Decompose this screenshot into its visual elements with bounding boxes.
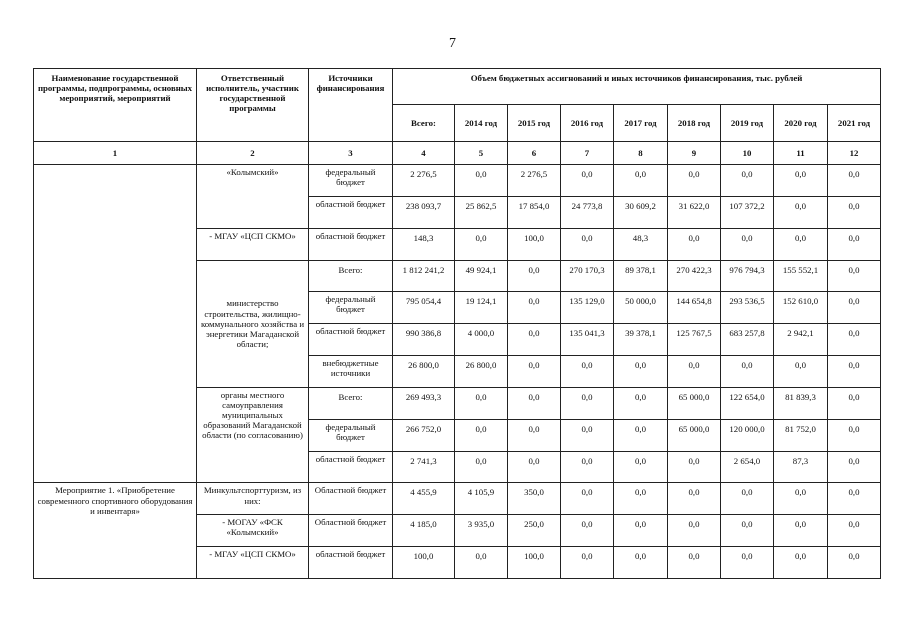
value-cell: 0,0 [508, 356, 561, 388]
executor-cell: министерство строительства, жилищно-коммунального хозяйства и энергетики Магаданской области; [197, 260, 309, 387]
funding-source-cell: областной бюджет [309, 451, 393, 483]
column-number: 11 [774, 142, 828, 165]
executor-cell: - МОГАУ «ФСК «Колымский» [197, 515, 309, 547]
value-cell: 25 862,5 [455, 196, 508, 228]
column-number: 8 [614, 142, 668, 165]
event-name-cell: Мероприятие 1. «Приобретение современного спортивного оборудования и инвентаря» [34, 483, 197, 579]
column-number: 4 [393, 142, 455, 165]
header-budget-volume: Объем бюджетных ассигнований и иных источников финансирования, тыс. рублей [393, 69, 881, 105]
program-name-cell [34, 165, 197, 483]
value-cell: 100,0 [508, 228, 561, 260]
value-cell: 0,0 [774, 356, 828, 388]
value-cell: 0,0 [614, 483, 668, 515]
header-year-2014: 2014 год [455, 105, 508, 142]
value-cell: 0,0 [828, 547, 881, 579]
funding-source-cell: федеральный бюджет [309, 419, 393, 451]
header-executor: Ответственный исполнитель, участник государственной программы [197, 69, 309, 142]
value-cell: 48,3 [614, 228, 668, 260]
value-cell: 81 839,3 [774, 387, 828, 419]
funding-source-cell: областной бюджет [309, 324, 393, 356]
value-cell: 4 000,0 [455, 324, 508, 356]
funding-source-cell: федеральный бюджет [309, 292, 393, 324]
value-cell: 269 493,3 [393, 387, 455, 419]
value-cell: 683 257,8 [721, 324, 774, 356]
value-cell: 0,0 [508, 451, 561, 483]
value-cell: 0,0 [455, 228, 508, 260]
budget-table [33, 68, 881, 579]
value-cell: 0,0 [508, 419, 561, 451]
value-cell: 0,0 [614, 547, 668, 579]
value-cell: 238 093,7 [393, 196, 455, 228]
value-cell: 81 752,0 [774, 419, 828, 451]
value-cell: 0,0 [561, 387, 614, 419]
value-cell: 0,0 [455, 451, 508, 483]
value-cell: 0,0 [561, 547, 614, 579]
value-cell: 0,0 [455, 547, 508, 579]
value-cell: 0,0 [721, 547, 774, 579]
value-cell: 26 800,0 [393, 356, 455, 388]
value-cell: 0,0 [668, 451, 721, 483]
value-cell: 19 124,1 [455, 292, 508, 324]
value-cell: 0,0 [668, 165, 721, 197]
value-cell: 65 000,0 [668, 387, 721, 419]
value-cell: 144 654,8 [668, 292, 721, 324]
value-cell: 0,0 [828, 451, 881, 483]
executor-cell: «Колымский» [197, 165, 309, 229]
value-cell: 2 942,1 [774, 324, 828, 356]
page-number: 7 [449, 36, 456, 51]
value-cell: 4 105,9 [455, 483, 508, 515]
value-cell: 0,0 [455, 165, 508, 197]
value-cell: 31 622,0 [668, 196, 721, 228]
value-cell: 0,0 [721, 228, 774, 260]
column-number: 12 [828, 142, 881, 165]
funding-source-cell: Всего: [309, 260, 393, 292]
value-cell: 0,0 [668, 515, 721, 547]
value-cell: 100,0 [393, 547, 455, 579]
value-cell: 0,0 [828, 515, 881, 547]
value-cell: 0,0 [828, 228, 881, 260]
column-number: 10 [721, 142, 774, 165]
value-cell: 0,0 [668, 547, 721, 579]
value-cell: 26 800,0 [455, 356, 508, 388]
value-cell: 0,0 [614, 165, 668, 197]
value-cell: 155 552,1 [774, 260, 828, 292]
executor-cell: органы местного самоуправления муниципальных образований Магаданской области (по согласованию) [197, 387, 309, 483]
value-cell: 30 609,2 [614, 196, 668, 228]
value-cell: 17 854,0 [508, 196, 561, 228]
header-year-2019: 2019 год [721, 105, 774, 142]
column-number: 1 [34, 142, 197, 165]
column-number: 7 [561, 142, 614, 165]
header-year-2020: 2020 год [774, 105, 828, 142]
value-cell: 0,0 [561, 515, 614, 547]
value-cell: 0,0 [508, 324, 561, 356]
value-cell: 0,0 [828, 356, 881, 388]
value-cell: 0,0 [561, 165, 614, 197]
value-cell: 0,0 [774, 515, 828, 547]
column-number: 6 [508, 142, 561, 165]
value-cell: 0,0 [774, 483, 828, 515]
table-row [34, 483, 881, 515]
header-program-name: Наименование государственной программы, подпрограммы, основных мероприятий, мероприятий [34, 69, 197, 142]
value-cell: 0,0 [508, 260, 561, 292]
header-year-2021: 2021 год [828, 105, 881, 142]
funding-source-cell: внебюджетные источники [309, 356, 393, 388]
value-cell: 4 185,0 [393, 515, 455, 547]
value-cell: 0,0 [828, 165, 881, 197]
column-number: 9 [668, 142, 721, 165]
executor-cell: Минкультспорттуризм, из них: [197, 483, 309, 515]
column-number: 2 [197, 142, 309, 165]
value-cell: 3 935,0 [455, 515, 508, 547]
value-cell: 2 741,3 [393, 451, 455, 483]
value-cell: 0,0 [508, 292, 561, 324]
value-cell: 250,0 [508, 515, 561, 547]
funding-source-cell: областной бюджет [309, 228, 393, 260]
value-cell: 0,0 [508, 387, 561, 419]
value-cell: 990 386,8 [393, 324, 455, 356]
value-cell: 152 610,0 [774, 292, 828, 324]
value-cell: 0,0 [721, 165, 774, 197]
funding-source-cell: Областной бюджет [309, 483, 393, 515]
executor-cell: - МГАУ «ЦСП СКМО» [197, 547, 309, 579]
header-year-2016: 2016 год [561, 105, 614, 142]
value-cell: 0,0 [614, 515, 668, 547]
value-cell: 2 654,0 [721, 451, 774, 483]
value-cell: 0,0 [774, 228, 828, 260]
value-cell: 0,0 [774, 196, 828, 228]
value-cell: 293 536,5 [721, 292, 774, 324]
funding-source-cell: федеральный бюджет [309, 165, 393, 197]
value-cell: 0,0 [828, 196, 881, 228]
value-cell: 350,0 [508, 483, 561, 515]
value-cell: 0,0 [561, 419, 614, 451]
value-cell: 0,0 [614, 451, 668, 483]
value-cell: 135 129,0 [561, 292, 614, 324]
value-cell: 270 422,3 [668, 260, 721, 292]
column-number: 5 [455, 142, 508, 165]
value-cell: 0,0 [561, 451, 614, 483]
value-cell: 0,0 [561, 228, 614, 260]
value-cell: 0,0 [455, 419, 508, 451]
value-cell: 0,0 [828, 387, 881, 419]
value-cell: 100,0 [508, 547, 561, 579]
value-cell: 87,3 [774, 451, 828, 483]
value-cell: 270 170,3 [561, 260, 614, 292]
value-cell: 976 794,3 [721, 260, 774, 292]
value-cell: 1 812 241,2 [393, 260, 455, 292]
value-cell: 0,0 [668, 228, 721, 260]
value-cell: 0,0 [561, 356, 614, 388]
value-cell: 148,3 [393, 228, 455, 260]
value-cell: 0,0 [828, 419, 881, 451]
value-cell: 2 276,5 [508, 165, 561, 197]
value-cell: 0,0 [668, 483, 721, 515]
header-year-2015: 2015 год [508, 105, 561, 142]
column-number: 3 [309, 142, 393, 165]
header-funding-source: Источники финансирования [309, 69, 393, 142]
value-cell: 0,0 [614, 419, 668, 451]
value-cell: 0,0 [721, 356, 774, 388]
value-cell: 0,0 [561, 483, 614, 515]
value-cell: 0,0 [614, 356, 668, 388]
value-cell: 0,0 [721, 483, 774, 515]
table-row [34, 165, 881, 197]
funding-source-cell: Областной бюджет [309, 515, 393, 547]
funding-source-cell: областной бюджет [309, 547, 393, 579]
value-cell: 122 654,0 [721, 387, 774, 419]
value-cell: 4 455,9 [393, 483, 455, 515]
value-cell: 0,0 [828, 324, 881, 356]
header-year-2017: 2017 год [614, 105, 668, 142]
value-cell: 0,0 [774, 165, 828, 197]
header-year-total: Всего: [393, 105, 455, 142]
value-cell: 0,0 [614, 387, 668, 419]
value-cell: 0,0 [828, 292, 881, 324]
value-cell: 0,0 [721, 515, 774, 547]
value-cell: 89 378,1 [614, 260, 668, 292]
value-cell: 24 773,8 [561, 196, 614, 228]
value-cell: 0,0 [828, 483, 881, 515]
value-cell: 0,0 [668, 356, 721, 388]
value-cell: 107 372,2 [721, 196, 774, 228]
value-cell: 49 924,1 [455, 260, 508, 292]
value-cell: 125 767,5 [668, 324, 721, 356]
value-cell: 39 378,1 [614, 324, 668, 356]
value-cell: 0,0 [828, 260, 881, 292]
header-year-2018: 2018 год [668, 105, 721, 142]
value-cell: 65 000,0 [668, 419, 721, 451]
value-cell: 120 000,0 [721, 419, 774, 451]
funding-source-cell: областной бюджет [309, 196, 393, 228]
value-cell: 2 276,5 [393, 165, 455, 197]
value-cell: 0,0 [774, 547, 828, 579]
value-cell: 266 752,0 [393, 419, 455, 451]
value-cell: 795 054,4 [393, 292, 455, 324]
value-cell: 135 041,3 [561, 324, 614, 356]
value-cell: 50 000,0 [614, 292, 668, 324]
executor-cell: - МГАУ «ЦСП СКМО» [197, 228, 309, 260]
value-cell: 0,0 [455, 387, 508, 419]
funding-source-cell: Всего: [309, 387, 393, 419]
